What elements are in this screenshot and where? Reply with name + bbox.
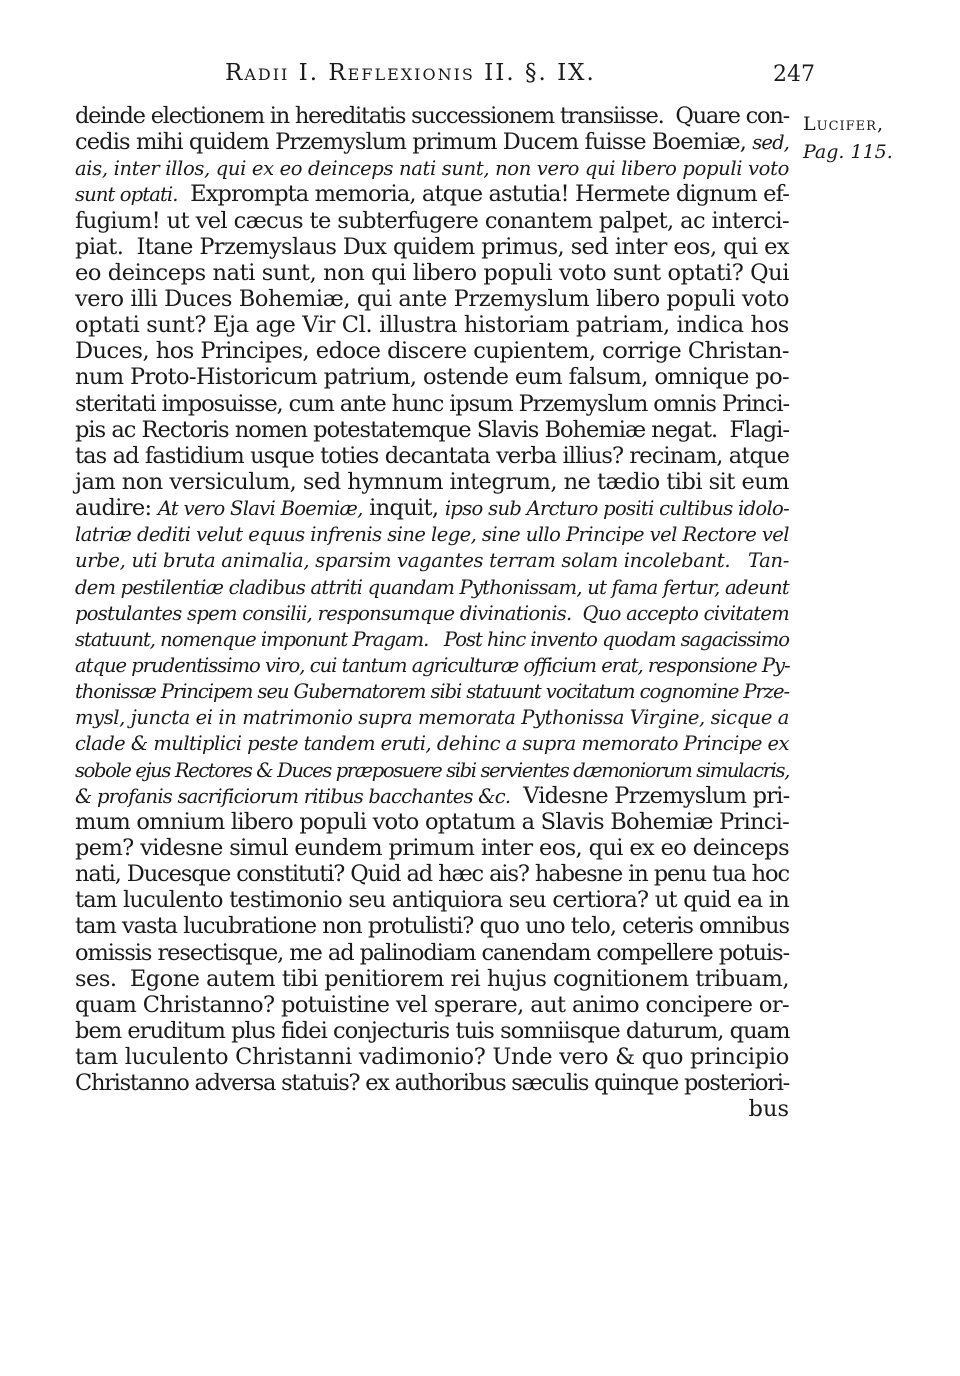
text-line bbox=[75, 1096, 789, 1122]
text-line bbox=[75, 469, 789, 495]
text-line bbox=[75, 913, 789, 939]
text-segment: bem eruditum plus fidei conjecturis tuis somniisque daturum, quam bbox=[75, 1017, 790, 1044]
text-line bbox=[75, 208, 789, 234]
text-segment: deinde electionem in hereditatis successionem transiisse. Quare con- bbox=[75, 103, 789, 129]
text-segment: Exprompta memoria, atque astutia! Hermete dignum ef- bbox=[177, 181, 789, 208]
text-line bbox=[75, 1044, 789, 1070]
text-segment: piat. Itane Przemyslaus Dux quidem primus, sed inter eos, qui ex bbox=[75, 233, 789, 260]
text-line bbox=[75, 417, 789, 443]
text-line bbox=[75, 338, 789, 364]
text-segment: audire: bbox=[75, 495, 158, 522]
text-line bbox=[75, 600, 789, 626]
text-segment: optati sunt? Eja age Vir Cl. illustra historiam patriam, indica hos bbox=[75, 312, 789, 339]
italic-text-segment: urbe, uti bruta animalia, sparsim vagantes terram solam incolebant. Tan- bbox=[75, 549, 789, 573]
italic-text-segment: sed, bbox=[752, 131, 790, 155]
text-line bbox=[75, 547, 789, 573]
text-segment: steritati imposuisse, cum ante hunc ipsum Przemyslum omnis Princi- bbox=[75, 390, 789, 417]
text-line bbox=[75, 1018, 789, 1044]
text-line bbox=[75, 809, 789, 835]
running-head: Radii I. Reflexionis II. §. IX. bbox=[225, 60, 596, 86]
italic-text-segment: mysl, juncta ei in matrimonio supra memorata Pythonissa Virgine, sicque a bbox=[75, 706, 789, 730]
text-segment: fugium! ut vel cæcus te subterfugere conantem palpet, ac interci- bbox=[75, 207, 789, 234]
text-line bbox=[75, 861, 789, 887]
italic-text-segment: thonissæ Principem seu Gubernatorem sibi statuunt vocitatum cognomine Prze- bbox=[75, 680, 789, 704]
page-header bbox=[75, 60, 815, 96]
body-text bbox=[75, 103, 789, 1122]
text-segment: cedis mihi quidem Przemyslum primum Ducem fuisse Boemiæ, bbox=[75, 129, 753, 156]
text-line bbox=[75, 757, 789, 783]
text-line bbox=[75, 704, 789, 730]
text-line bbox=[75, 443, 789, 469]
text-line bbox=[75, 1070, 789, 1096]
text-segment: eo deinceps nati sunt, non qui libero populi voto sunt optati? Qui bbox=[75, 259, 789, 286]
text-segment: vero illi Duces Bohemiæ, qui ante Przemyslum libero populi voto bbox=[75, 285, 789, 312]
text-line bbox=[75, 966, 789, 992]
text-line bbox=[75, 495, 789, 521]
text-line bbox=[75, 626, 789, 652]
italic-text-segment: latriæ dediti velut equus infrenis sine lege, sine ullo Principe vel Rectore vel bbox=[75, 523, 789, 547]
italic-text-segment: At vero Slavi Boemiæ, bbox=[157, 497, 363, 521]
text-segment: Christanno adversa statuis? ex authoribus sæculis quinque posteriori- bbox=[75, 1070, 789, 1097]
text-line bbox=[75, 783, 789, 809]
italic-text-segment: & profanis sacrificiorum ritibus bacchantes &c. bbox=[75, 784, 511, 808]
italic-text-segment: dem pestilentiæ cladibus attriti quandam Pythonissam, ut fama fertur, adeunt bbox=[75, 575, 789, 599]
text-line bbox=[75, 992, 789, 1018]
text-line bbox=[75, 234, 789, 260]
text-segment: pis ac Rectoris nomen potestatemque Slavis Bohemiæ negat. Flagi- bbox=[75, 416, 789, 443]
text-segment: quam Christanno? potuistine vel sperare, aut animo concipere or- bbox=[75, 991, 789, 1018]
text-line bbox=[75, 730, 789, 756]
text-line bbox=[75, 364, 789, 390]
margin-note bbox=[803, 110, 953, 166]
text-segment: tas ad fastidium usque toties decantata verba illius? recinam, atque bbox=[75, 442, 789, 469]
text-line bbox=[75, 652, 789, 678]
italic-text-segment: ipso sub Arcturo positi cultibus idolo- bbox=[444, 497, 789, 521]
text-line bbox=[75, 286, 789, 312]
text-segment: nati, Ducesque constituti? Quid ad hæc ais? habesne in penu tua hoc bbox=[75, 861, 789, 888]
text-segment: ses. Egone autem tibi penitiorem rei hujus cognitionem tribuam, bbox=[75, 965, 789, 992]
text-line bbox=[75, 260, 789, 286]
text-line bbox=[75, 940, 789, 966]
text-segment: jam non versiculum, sed hymnum integrum, ne tædio tibi sit eum bbox=[75, 468, 789, 495]
text-segment: num Proto-Historicum patrium, ostende eum falsum, omnique po- bbox=[75, 364, 789, 391]
text-segment: bus bbox=[748, 1096, 789, 1123]
italic-text-segment: sunt optati. bbox=[75, 183, 178, 207]
margin-note-reference: Pag. 115. bbox=[803, 141, 893, 163]
text-line bbox=[75, 312, 789, 338]
text-segment: pem? videsne simul eundem primum inter eos, qui ex eo deinceps bbox=[75, 834, 789, 861]
italic-text-segment: atque prudentissimo viro, cui tantum agriculturæ officium erat, responsione Py- bbox=[75, 653, 790, 677]
text-segment: mum omnium libero populi voto optatum a Slavis Bohemiæ Princi- bbox=[75, 808, 789, 835]
text-segment: tam luculento Christanni vadimonio? Unde vero & quo principio bbox=[75, 1044, 789, 1071]
text-line bbox=[75, 181, 789, 207]
italic-text-segment: postulantes spem consilii, responsumque divinationis. Quo accepto civitatem bbox=[75, 601, 789, 625]
text-line bbox=[75, 155, 789, 181]
text-line bbox=[75, 103, 789, 129]
margin-note-title: Lucifer, bbox=[803, 113, 884, 135]
text-line bbox=[75, 835, 789, 861]
text-segment: Videsne Przemyslum pri- bbox=[510, 782, 790, 809]
text-segment: tam luculento testimonio seu antiquiora seu certiora? ut quid ea in bbox=[75, 887, 789, 914]
text-line bbox=[75, 521, 789, 547]
text-segment: omissis resectisque, me ad palinodiam canendam compellere potuis- bbox=[75, 939, 789, 966]
text-line bbox=[75, 391, 789, 417]
text-line bbox=[75, 678, 789, 704]
italic-text-segment: ais, inter illos, qui ex eo deinceps nati sunt, non vero qui libero populi voto bbox=[75, 157, 789, 181]
italic-text-segment: sobole ejus Rectores & Duces præposuere sibi servientes dæmoniorum simulacris, bbox=[75, 758, 789, 782]
page-number: 247 bbox=[773, 62, 815, 87]
text-line bbox=[75, 129, 789, 155]
text-line bbox=[75, 574, 789, 600]
italic-text-segment: statuunt, nomenque imponunt Pragam. Post hinc invento quodam sagacissimo bbox=[75, 627, 789, 651]
italic-text-segment: clade & multiplici peste tandem eruti, dehinc a supra memorato Principe ex bbox=[75, 732, 789, 756]
text-segment: Duces, hos Principes, edoce discere cupientem, corrige Christan- bbox=[75, 338, 789, 365]
text-segment: tam vasta lucubratione non protulisti? quo uno telo, ceteris omnibus bbox=[75, 913, 789, 940]
text-segment: inquit, bbox=[362, 495, 445, 522]
text-line bbox=[75, 887, 789, 913]
